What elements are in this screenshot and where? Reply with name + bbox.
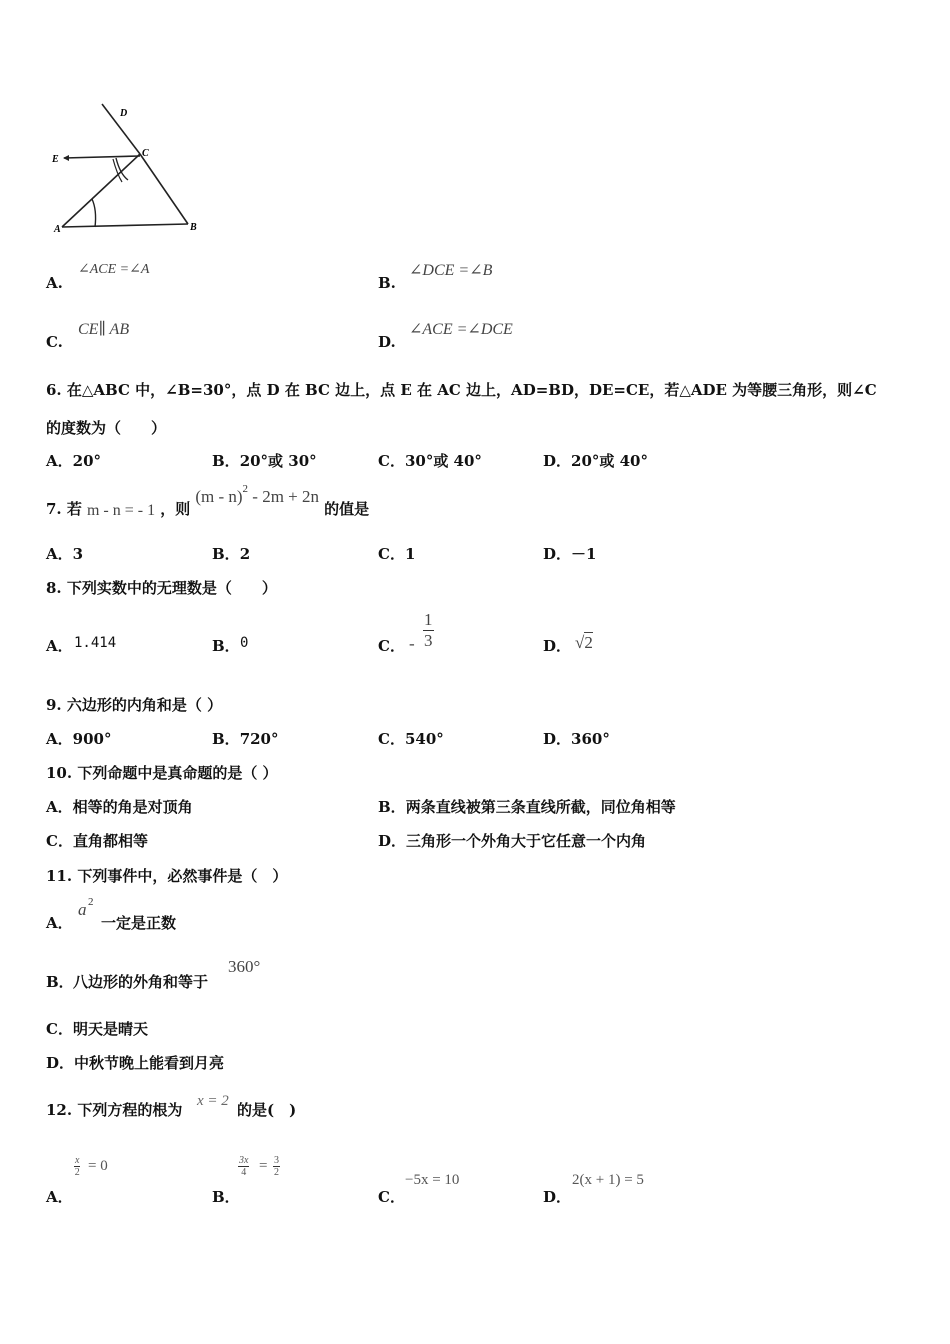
point-label-d: D	[120, 108, 128, 119]
q5-option-d-label: D.	[378, 333, 396, 351]
q11-option-d: D．中秋节晚上能看到月亮	[46, 1054, 225, 1072]
q5-option-a-expr: ∠ACE =∠A	[78, 262, 150, 277]
point-label-a: A	[54, 224, 61, 235]
q6-option-b: B．20°或 30°	[212, 452, 317, 470]
q7-stem	[46, 482, 370, 519]
q10-option-c: C．直角都相等	[46, 832, 148, 850]
q11-option-b-math: 360°	[228, 957, 261, 976]
q8-option-c-sign: -	[409, 634, 415, 653]
triangle-figure	[40, 98, 210, 238]
q8-stem: 8. 下列实数中的无理数是（ ）	[46, 579, 277, 597]
point-label-e: E	[52, 154, 59, 165]
q8-option-d-label: D．	[543, 637, 572, 655]
angle-arc-a	[92, 199, 96, 227]
q12-option-b-label: B．	[212, 1188, 240, 1206]
q5-option-b-label: B.	[378, 274, 396, 292]
q7-expr-exp: 2	[242, 482, 249, 495]
q8-option-b-label: B．	[212, 637, 240, 655]
q7-expr-base: (m - n)	[195, 487, 243, 506]
q12-option-a-den: 2	[74, 1167, 80, 1178]
q12-option-a-fraction	[74, 1155, 80, 1178]
q12-option-a-label: A．	[46, 1188, 73, 1206]
line-ab	[62, 224, 188, 227]
q9-option-a: A．900°	[46, 730, 112, 748]
q12-option-d-label: D．	[543, 1188, 572, 1206]
q8-option-d-radicand: 2	[584, 633, 593, 652]
ray-arrow	[63, 155, 69, 161]
q9-stem: 9. 六边形的内角和是（ ）	[46, 696, 223, 714]
q5-option-d-expr: ∠ACE =∠DCE	[409, 321, 513, 338]
q6-option-d: D．20°或 40°	[543, 452, 648, 470]
q11-option-b-text: 八边形的外角和等于	[73, 973, 209, 991]
q12-option-b-den2: 2	[274, 1167, 279, 1178]
q8-option-a-text: 1.414	[74, 635, 117, 651]
q12-option-c-expr: −5x = 10	[405, 1172, 460, 1188]
q7-option-b: B．2	[212, 545, 251, 563]
q12-option-c-label: C．	[378, 1188, 405, 1206]
q11-option-b-label: B．	[46, 973, 74, 991]
q5-option-c-label: C.	[46, 333, 63, 351]
q12-option-a-num: x	[75, 1155, 80, 1166]
q11-stem: 11. 下列事件中，必然事件是（ ）	[46, 867, 288, 885]
q12-stem-suffix: 的是( )	[237, 1101, 297, 1119]
q9-option-c: C．540°	[378, 730, 444, 748]
q12-option-b-den: 4	[241, 1167, 247, 1178]
q11-option-a-exp: 2	[88, 896, 94, 908]
q9-option-d: D．360°	[543, 730, 610, 748]
q7-mid: ，则	[160, 500, 191, 518]
q6-option-c: C．30°或 40°	[378, 452, 482, 470]
q6-option-a: A．20°	[46, 452, 102, 470]
q11-option-a-label: A．	[46, 914, 73, 932]
q5-option-b-expr: ∠DCE =∠B	[409, 262, 493, 279]
q10-option-d: D．三角形一个外角大于它任意一个内角	[378, 832, 647, 850]
q12-option-b-mid: =	[259, 1158, 268, 1174]
q12-option-b-fraction2	[273, 1155, 280, 1178]
q9-option-b: B．720°	[212, 730, 279, 748]
q7-suffix: 的值是	[324, 500, 370, 518]
q8-option-d-radical	[575, 633, 593, 653]
point-label-b: B	[190, 222, 197, 233]
angle-arc-c	[116, 158, 128, 180]
q5-option-c-expr: CE∥ AB	[78, 321, 130, 338]
q8-option-c-fraction	[423, 610, 434, 651]
q8-option-c-num: 1	[424, 610, 433, 629]
q7-option-c: C．1	[378, 545, 416, 563]
q5-option-a-label: A.	[46, 274, 63, 292]
q7-prefix: 7. 若	[46, 500, 82, 518]
q10-stem: 10. 下列命题中是真命题的是（ ）	[46, 764, 278, 782]
q6-stem-line2: 的度数为（ ）	[46, 419, 167, 437]
q8-option-a-label: A．	[46, 637, 73, 655]
q8-option-c-label: C．	[378, 637, 405, 655]
point-label-c: C	[142, 148, 149, 159]
q8-option-b-text: 0	[240, 635, 249, 651]
q11-option-a-base: a	[78, 900, 87, 919]
q12-option-b-fraction	[238, 1155, 249, 1178]
q7-expr-rest: - 2m + 2n	[248, 487, 320, 506]
q12-option-d-expr: 2(x + 1) = 5	[572, 1172, 644, 1188]
q7-condition: m - n = - 1	[86, 502, 156, 519]
q12-option-a-rest: = 0	[88, 1158, 108, 1174]
q12-stem-math: x = 2	[197, 1093, 229, 1109]
q6-stem-line1: 6. 在△ABC 中，∠B=30°，点 D 在 BC 边上，点 E 在 AC 边上，AD=BD，DE=CE，若△ADE 为等腰三角形，则∠C	[46, 381, 877, 399]
q10-option-a: A．相等的角是对顶角	[46, 798, 193, 816]
q12-stem-prefix: 12. 下列方程的根为	[46, 1101, 183, 1119]
q12-option-b-num2: 3	[274, 1155, 279, 1166]
line-ec	[64, 156, 140, 158]
q7-option-a: A．3	[46, 545, 84, 563]
q8-option-c-den: 3	[424, 631, 433, 650]
radical-icon: √	[575, 633, 585, 652]
line-ac	[62, 154, 140, 227]
q11-option-a-text: 一定是正数	[101, 914, 177, 932]
q12-option-b-num: 3x	[239, 1155, 249, 1166]
q7-option-d: D．－1	[543, 545, 597, 563]
q10-option-b: B．两条直线被第三条直线所截，同位角相等	[378, 798, 676, 816]
q11-option-c: C．明天是晴天	[46, 1020, 148, 1038]
line-cb	[140, 154, 188, 224]
